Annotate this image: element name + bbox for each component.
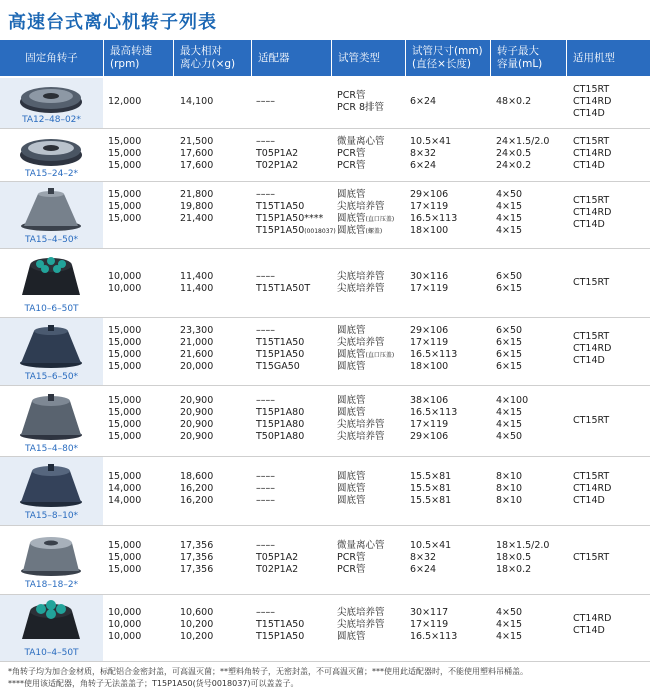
capacity-cell: 48×0.2: [496, 96, 532, 107]
rotor-name: TA15–6–50*: [24, 372, 79, 382]
header-capacity: [491, 40, 566, 76]
rcf-cell: 10,600 10,200 10,200: [180, 607, 214, 642]
rotor-row-ta10-6-50t: [0, 249, 650, 318]
rcf-cell: 21,800 19,800 21,400: [180, 189, 214, 224]
rotor-row-ta15-24-2: [0, 129, 650, 182]
tube-size-cell: 30×116 17×119: [410, 271, 449, 294]
rotor-row-ta15-4-80: [0, 386, 650, 457]
footnotes: [8, 666, 644, 690]
rotor-name: TA10–6–50T: [24, 304, 79, 314]
rotor-image: [18, 323, 84, 369]
header-rcf-line2: 离心力(×g): [180, 58, 236, 70]
models-cell: CT15RT: [573, 552, 610, 563]
tube-size-cell: 38×106 16.5×113 17×119 29×106: [410, 395, 458, 442]
header-models: [567, 40, 650, 76]
rotor-row-ta10-4-50t: [0, 595, 650, 662]
rotor-image: [18, 531, 84, 577]
adapter-cell: –––– –––– ––––: [256, 471, 275, 506]
capacity-cell: 4×100 4×15 4×15 4×50: [496, 395, 529, 442]
adapter-cell: –––– T15T1A50 T15P1A50 T15GA50: [256, 325, 305, 372]
tube-type-cell: PCR管 PCR 8排管: [337, 90, 385, 113]
rotor-row-ta15-8-10: [0, 457, 650, 526]
speed-cell: 15,000 14,000 14,000: [108, 471, 142, 506]
rcf-cell: 20,900 20,900 20,900 20,900: [180, 395, 214, 442]
tube-type-cell: 微量离心管 PCR管 PCR管: [337, 136, 385, 171]
rotor-name: TA15–24–2*: [24, 169, 79, 179]
tube-type-cell: 圆底管 尖底培养管 圆底管(直口压盖) 圆底管: [337, 325, 395, 372]
header-speed-line2: (rpm): [110, 58, 140, 70]
header-rcf-line1: 最大相对: [180, 45, 222, 57]
capacity-cell: 18×1.5/2.0 18×0.5 18×0.2: [496, 540, 550, 575]
adapter-cell: –––– T05P1A2 T02P1A2: [256, 540, 299, 575]
header-rotor: [0, 40, 103, 76]
header-tube-type: [332, 40, 405, 76]
header-models-label: 适用机型: [573, 51, 615, 64]
tube-size-cell: 6×24: [410, 96, 437, 107]
adapter-cell: –––– T15T1A50 T15P1A50**** T15P1A50(0018037): [256, 189, 336, 236]
rotor-name: TA15–4–50*: [24, 235, 79, 245]
header-tube-size-line1: 试管尺寸(mm): [412, 45, 483, 57]
page-title: 高速台式离心机转子列表: [8, 12, 217, 33]
tube-size-cell: 29×106 17×119 16.5×113 18×100: [410, 189, 458, 236]
header-capacity-line1: 转子最大: [497, 45, 539, 57]
rotor-image: [18, 80, 84, 116]
header-capacity-line2: 容量(mL): [497, 58, 543, 70]
tube-type-cell: 尖底培养管 尖底培养管 圆底管: [337, 607, 385, 642]
rotor-image: [18, 255, 84, 301]
models-cell: CT15RT: [573, 277, 610, 288]
rotor-row-ta15-6-50: [0, 318, 650, 386]
footnote-2: ****使用该适配器，角转子无法盖盖子；T15P1A50(货号0018037)可以盖盖子。: [8, 679, 299, 688]
models-cell: CT15RT CT14RD CT14D: [573, 331, 612, 366]
rcf-cell: 21,500 17,600 17,600: [180, 136, 214, 171]
rotor-name: TA15–8–10*: [24, 511, 79, 521]
tube-size-cell: 15.5×81 15.5×81 15.5×81: [410, 471, 452, 506]
header-speed-line1: 最高转速: [110, 45, 152, 57]
adapter-cell: –––– T05P1A2 T02P1A2: [256, 136, 299, 171]
header-tube-type-label: 试管类型: [338, 51, 380, 64]
capacity-cell: 4×50 4×15 4×15 4×15: [496, 189, 523, 236]
rotor-row-ta12-48-02: [0, 78, 650, 129]
rcf-cell: 14,100: [180, 96, 214, 107]
header-speed: [104, 40, 173, 76]
capacity-cell: 6×50 6×15: [496, 271, 523, 294]
header-rotor-label: 固定角转子: [25, 51, 78, 64]
adapter-cell: –––– T15T1A50 T15P1A50: [256, 607, 305, 642]
rotor-name: TA10–4–50T: [24, 648, 79, 658]
rotor-image: [18, 462, 84, 508]
tube-type-cell: 圆底管 圆底管 圆底管: [337, 471, 366, 506]
rotor-name: TA15–4–80*: [24, 444, 79, 454]
speed-cell: 12,000: [108, 96, 142, 107]
tube-type-cell: 尖底培养管 尖底培养管: [337, 271, 385, 294]
tube-size-cell: 10.5×41 8×32 6×24: [410, 540, 452, 575]
rcf-cell: 17,356 17,356 17,356: [180, 540, 214, 575]
speed-cell: 10,000 10,000: [108, 271, 142, 294]
tube-size-cell: 10.5×41 8×32 6×24: [410, 136, 452, 171]
models-cell: CT15RT CT14RD CT14D: [573, 136, 612, 171]
speed-cell: 15,000 15,000 15,000: [108, 136, 142, 171]
speed-cell: 10,000 10,000 10,000: [108, 607, 142, 642]
rotor-image: [18, 131, 84, 169]
adapter-cell: –––– T15P1A80 T15P1A80 T50P1A80: [256, 395, 305, 442]
tube-size-cell: 29×106 17×119 16.5×113 18×100: [410, 325, 458, 372]
rcf-cell: 11,400 11,400: [180, 271, 214, 294]
header-adapter: [252, 40, 331, 76]
rotor-name: TA12–48–02*: [22, 115, 81, 125]
capacity-cell: 6×50 6×15 6×15 6×15: [496, 325, 523, 372]
speed-cell: 15,000 15,000 15,000 15,000: [108, 325, 142, 372]
models-cell: CT15RT: [573, 415, 610, 426]
models-cell: CT15RT CT14RD CT14D: [573, 84, 612, 119]
models-cell: CT15RT CT14RD CT14D: [573, 471, 612, 506]
rotor-image: [18, 186, 84, 232]
speed-cell: 15,000 15,000 15,000: [108, 540, 142, 575]
header-adapter-label: 适配器: [258, 51, 290, 64]
rotor-image: [18, 391, 84, 441]
rotor-row-ta15-4-50: [0, 182, 650, 249]
footnote-1: *角转子均为加合金材质，标配铝合金密封盖，可高温灭菌；**塑料角转子，无密封盖，不可高温灭菌；***使用此适配器时，不能使用塑料吊桶盖。: [8, 667, 528, 676]
tube-type-cell: 圆底管 圆底管 尖底培养管 尖底培养管: [337, 395, 385, 442]
tube-type-cell: 圆底管 尖底培养管 圆底管(直口压盖) 圆底管(螺盖): [337, 189, 395, 236]
capacity-cell: 24×1.5/2.0 24×0.5 24×0.2: [496, 136, 550, 171]
header-tube-size: [406, 40, 490, 76]
rotor-image: [18, 599, 84, 645]
adapter-cell: –––– T15T1A50T: [256, 271, 311, 294]
adapter-cell: ––––: [256, 96, 275, 107]
rotor-name: TA18–18–2*: [24, 580, 79, 590]
speed-cell: 15,000 15,000 15,000: [108, 189, 142, 224]
tube-size-cell: 30×117 17×119 16.5×113: [410, 607, 458, 642]
capacity-cell: 8×10 8×10 8×10: [496, 471, 523, 506]
models-cell: CT14RD CT14D: [573, 613, 612, 636]
rcf-cell: 18,600 16,200 16,200: [180, 471, 214, 506]
header-rcf: [174, 40, 251, 76]
header-tube-size-line2: (直径×长度): [412, 58, 471, 70]
capacity-cell: 4×50 4×15 4×15: [496, 607, 523, 642]
tube-type-cell: 微量离心管 PCR管 PCR管: [337, 540, 385, 575]
speed-cell: 15,000 15,000 15,000 15,000: [108, 395, 142, 442]
models-cell: CT15RT CT14RD CT14D: [573, 195, 612, 230]
rotor-row-ta18-18-2: [0, 526, 650, 595]
rcf-cell: 23,300 21,000 21,600 20,000: [180, 325, 214, 372]
